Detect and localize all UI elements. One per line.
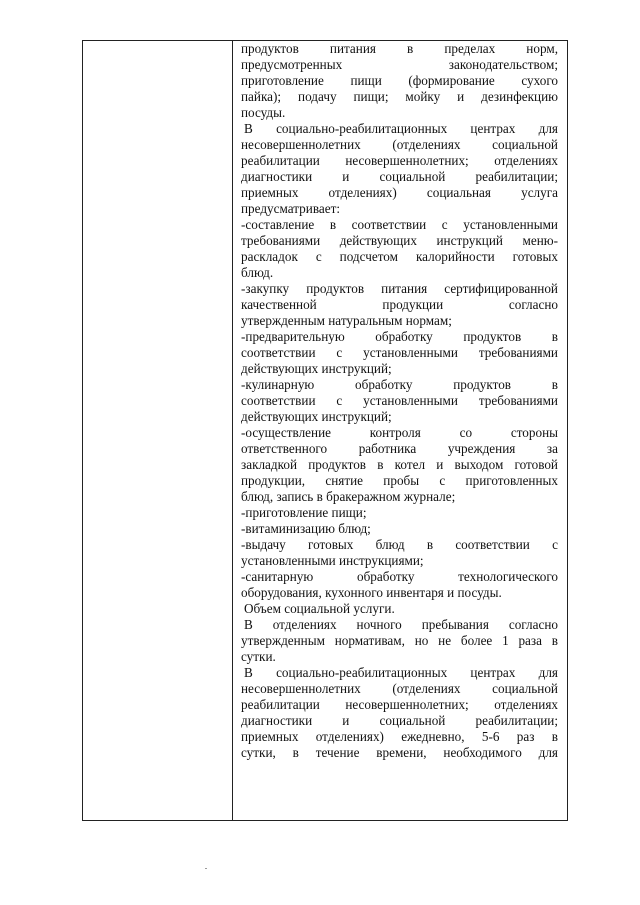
text-line: соответствии с установленными требованиями bbox=[241, 393, 558, 408]
column-divider bbox=[232, 40, 233, 821]
text-line: сутки, в течение времени, необходимого для bbox=[241, 745, 558, 760]
text-line: утвержденным нормативам, но не более 1 раза в bbox=[241, 633, 558, 648]
text-line: -составление в соответствии с установленными bbox=[241, 217, 558, 232]
text-line: приготовление пищи (формирование сухого bbox=[241, 73, 558, 88]
text-line: -приготовление пищи; bbox=[241, 505, 367, 520]
text-line: сутки. bbox=[241, 649, 276, 664]
text-line: несовершеннолетних (отделениях социальной bbox=[241, 681, 558, 696]
text-line: посуды. bbox=[241, 105, 286, 120]
scan-speck bbox=[205, 868, 207, 869]
text-line: -санитарную обработку технологического bbox=[241, 569, 558, 584]
text-line: -предварительную обработку продуктов в bbox=[241, 329, 558, 344]
text-line: В социально-реабилитационных центрах для bbox=[244, 665, 558, 680]
text-line: продуктов питания в пределах норм, bbox=[241, 41, 558, 56]
text-line: -витаминизацию блюд; bbox=[241, 521, 371, 536]
service-description-cell bbox=[241, 40, 558, 761]
text-line: -закупку продуктов питания сертифицированной bbox=[241, 281, 558, 296]
text-line: установленными инструкциями; bbox=[241, 553, 424, 568]
text-line: ответственного работника учреждения за bbox=[241, 441, 558, 456]
text-line: раскладок с подсчетом калорийности готовых bbox=[241, 249, 558, 264]
text-line: Объем социальной услуги. bbox=[244, 601, 395, 616]
text-line: диагностики и социальной реабилитации; bbox=[241, 169, 558, 184]
text-line: утвержденным натуральным нормам; bbox=[241, 313, 452, 328]
text-line: оборудования, кухонного инвентаря и посуды. bbox=[241, 585, 502, 600]
text-line: приемных отделениях) ежедневно, 5-6 раз в bbox=[241, 729, 558, 744]
text-line: приемных отделениях) социальная услуга bbox=[241, 185, 558, 200]
text-line: блюд, запись в бракеражном журнале; bbox=[241, 489, 456, 504]
text-line: соответствии с установленными требованиями bbox=[241, 345, 558, 360]
text-line: несовершеннолетних (отделениях социальной bbox=[241, 137, 558, 152]
text-line: диагностики и социальной реабилитации; bbox=[241, 713, 558, 728]
text-line: реабилитации несовершеннолетних; отделениях bbox=[241, 153, 558, 168]
text-line: блюд. bbox=[241, 265, 274, 280]
text-line: -кулинарную обработку продуктов в bbox=[241, 377, 558, 392]
text-line: продукции, снятие пробы с приготовленных bbox=[241, 473, 558, 488]
text-line: В отделениях ночного пребывания согласно bbox=[244, 617, 558, 632]
text-line: требованиями действующих инструкций меню- bbox=[241, 233, 558, 248]
text-line: действующих инструкций; bbox=[241, 361, 392, 376]
text-line: -осуществление контроля со стороны bbox=[241, 425, 558, 440]
text-line: качественной продукции согласно bbox=[241, 297, 558, 312]
text-line: пайка); подачу пищи; мойку и дезинфекцию bbox=[241, 89, 558, 104]
text-line: предусмотренных законодательством; bbox=[241, 57, 558, 72]
text-line: действующих инструкций; bbox=[241, 409, 392, 424]
text-line: -выдачу готовых блюд в соответствии с bbox=[241, 537, 558, 552]
text-line: реабилитации несовершеннолетних; отделениях bbox=[241, 697, 558, 712]
text-line: закладкой продуктов в котел и выходом готовой bbox=[241, 457, 558, 472]
text-line: В социально-реабилитационных центрах для bbox=[244, 121, 558, 136]
text-line: предусматривает: bbox=[241, 201, 341, 216]
